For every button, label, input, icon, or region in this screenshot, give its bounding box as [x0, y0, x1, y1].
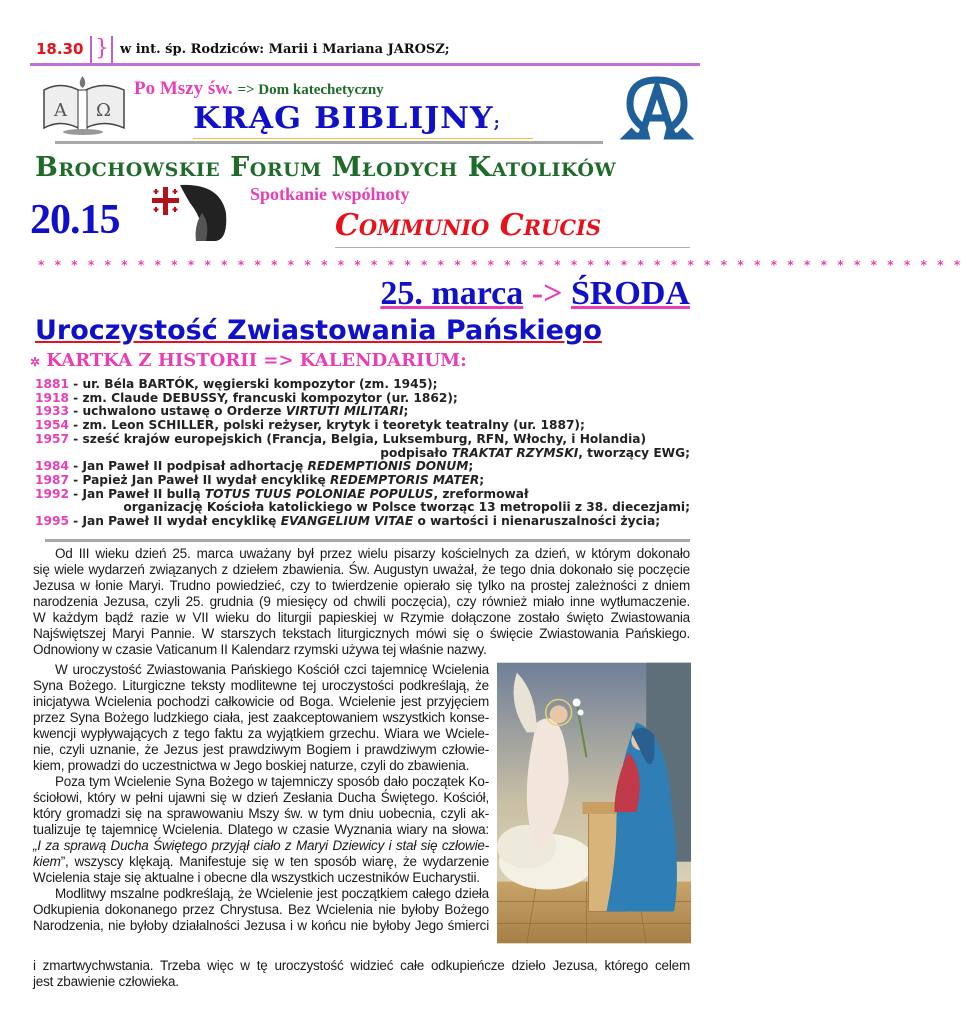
article-column — [33, 662, 489, 934]
year: 1992 — [35, 486, 69, 501]
jerusalem-cross-icon — [150, 183, 230, 243]
community-name: Communio Crucis — [335, 208, 602, 243]
text: ”, wszyscy klękają. Manifestuje się w ten sposób wiarę, że wydarzenie — [60, 854, 489, 869]
event: , zreformował — [433, 486, 529, 501]
event: - Jan Paweł II podpisał adhortację — [68, 459, 308, 474]
text-line: ściołowi, który w pełni ujawni się w dzień Zesłania Ducha Świętego. Kościół, — [33, 790, 489, 805]
text-line: Jezusa w łonie Maryi. Trudno powiedzieć, czy to twierdzenie opierało się tylko na prostej zależności z dniem — [33, 578, 690, 593]
event: ; — [468, 459, 474, 474]
year: 1987 — [35, 472, 69, 487]
meeting-time: 20.15 — [30, 197, 120, 243]
event-emphasis: REDEMPTIONIS DONUM — [307, 459, 469, 474]
quote-end: kiem — [33, 854, 61, 869]
bullet-icon: ✲ — [30, 355, 41, 369]
arrow-icon: -> — [531, 275, 563, 312]
event: ; — [479, 472, 485, 487]
text-line: kiem, prowadzi do uczestnictwa w Jego boskiej naturze, czyli do zbawienia. — [33, 758, 470, 773]
text-line: który gromadzi się na sprawowaniu Mszy św. w tym dniu uobecnia, czyli ak- — [33, 806, 489, 821]
event-emphasis: TRAKTAT RZYMSKI — [451, 445, 579, 460]
alpha-omega-icon — [622, 72, 692, 138]
text-line: jest zbawienie człowieka. — [33, 974, 179, 989]
event: - Jan Paweł II wydał encyklikę — [68, 514, 281, 529]
list-item — [35, 460, 690, 474]
event: - Papież Jan Paweł II wydał encyklikę — [68, 472, 331, 487]
text-line: Najświętszej Maryi Pannie. W starszych tekstach liturgicznych mówi się o święcie Zwiastowania Pańskiego. — [33, 626, 690, 641]
year: 1954 — [35, 418, 69, 433]
text-line: Odkupienia dokonanego przez Chrystusa. Bez Wcielenia nie byłoby Bożego — [33, 902, 489, 917]
event-emphasis: VIRTUTI MILITARI — [285, 404, 404, 419]
svg-text:A: A — [54, 100, 67, 121]
text-line: W każdym bądź razie w VII wieku do liturgii papieskiej w Rzymie dołączone zostało święto Zwiastowania — [33, 610, 690, 625]
title-punctuation: ; — [493, 113, 501, 132]
weekday: ŚRODA — [570, 275, 690, 312]
text-line: „I za sprawą Ducha Świętego przyjął ciało z Maryi Dziewicy i stał się człowie- — [33, 838, 489, 853]
year: 1995 — [35, 514, 69, 529]
date: 25. marca — [380, 275, 524, 312]
year: 1957 — [35, 431, 69, 446]
bible-circle-title-text: KRĄG BIBLIJNY — [193, 101, 494, 136]
list-item — [35, 515, 690, 529]
place-label: => Dom katechetyczny — [237, 82, 384, 98]
text-line: tualizuje tę tajemnicę Wcielenia. Dlatego w czasie Wyznania wiary na słowa: — [33, 822, 489, 837]
divider — [55, 141, 603, 144]
date-heading — [380, 275, 690, 313]
text-line: przez Syna Bożego ludzkiego ciała, jest zaakceptowaniem wszystkich konse- — [33, 710, 489, 725]
divider — [335, 247, 690, 248]
list-item — [35, 433, 690, 460]
text-line: Narodzenia, nie byłoby działalności Jezusa i w końcu nie byłoby Jego śmierci — [33, 918, 489, 933]
text-line: się wiele wydarzeń związanych z dziełem zbawienia. Św. Augustyn uważał, że tego dnia dokonało się poczęcie — [33, 562, 690, 577]
forum-title: Brochowskie Forum Młodych Katolików — [35, 152, 617, 183]
event: , tworzący EWG; — [578, 445, 690, 460]
svg-text:Ω: Ω — [96, 100, 111, 121]
text-line: Od III wieku dzień 25. marca uważany był przez wielu pisarzy kościelnych za dzień, w którym dokonało — [55, 546, 690, 561]
text-line: kwencji wypływających z tego faktu za wyjątkiem grzechu. Wiara we Wciele- — [33, 726, 489, 741]
text-line: W uroczystość Zwiastowania Pańskiego Kościół czci tajemnicę Wcielenia — [55, 662, 489, 677]
bible-candle-logo-icon — [40, 72, 128, 136]
event: - uchwalono ustawę o Orderze — [68, 404, 286, 419]
feast-title: Uroczystość Zwiastowania Pańskiego — [35, 315, 602, 346]
divider — [111, 36, 113, 64]
event: - zm. Leon SCHILLER, polski reżyser, krytyk i teoretyk teatralny (ur. 1887); — [68, 418, 585, 433]
text-line: Modlitwy mszalne podkreślają, że Wcielenie jest początkiem całego dzieła — [55, 886, 489, 901]
year: 1881 — [35, 377, 69, 391]
text-line: i zmartwychwstania. Trzeba więc w tę uroczystość widzieć całe odkupieńcze dzieło Jezusa, którego celem — [33, 958, 690, 973]
text-line: narodzenia Jezusa, czyli 25. grudnia (9 miesięcy od chwili poczęcia), czy również miało inne wytłumaczenie. — [33, 594, 690, 609]
event-continuation: organizację Kościoła katolickiego w Polsce tworząc 13 metropolii z 38. diecezjami; — [123, 500, 690, 515]
text-line: Syna Bożego. Liturgiczne teksty modlitewne tej uroczystości podkreślają, że — [33, 678, 489, 693]
list-item — [35, 392, 690, 406]
brace-icon: } — [95, 36, 109, 61]
text-line: nie, czyli uznanie, że Jezus jest prawdziwym Bogiem i prawdziwym człowie- — [33, 742, 489, 757]
year: 1984 — [35, 459, 69, 474]
event-emphasis: REDEMPTORIS MATER — [330, 472, 480, 487]
article-paragraph — [33, 546, 690, 658]
event-continuation — [35, 447, 690, 461]
list-item — [35, 474, 690, 488]
article-paragraph-end — [33, 958, 690, 990]
history-heading — [30, 350, 467, 371]
event: - zm. Claude DEBUSSY, francuski kompozytor (ur. 1862); — [68, 390, 458, 405]
divider — [45, 539, 690, 542]
text-line: Odnowiony w czasie Vaticanum II Kalendarz rzymski używa tej właśnie nazwy. — [33, 642, 487, 657]
list-item — [35, 419, 690, 433]
event: - sześć krajów europejskich (Francja, Belgia, Luksemburg, RFN, Włochy, i Holandia) — [68, 431, 647, 446]
text-line: Wcielenia staje się aktualne i obecne dla wszystkich uczestników Eucharystii. — [33, 870, 480, 885]
star-separator: * * * * * * * * * * * * * * * * * * * * * * * * * * * * * * * * * * * * * * * * * * * * * * * * * * * * * * * * — [38, 258, 963, 272]
text-line: Poza tym Wcielenie Syna Bożego w tajemniczy sposób dało początek Ko- — [55, 774, 489, 789]
text-line — [33, 854, 489, 870]
divider — [90, 36, 92, 64]
meeting-subtitle: Spotkanie wspólnoty — [250, 184, 410, 204]
year: 1933 — [35, 404, 69, 419]
event: podpisało — [380, 445, 452, 460]
event-emphasis: TOTUS TUUS POLONIAE POPULUS — [204, 486, 434, 501]
event: - ur. Béla BARTÓK, węgierski kompozytor (zm. 1945); — [68, 377, 438, 391]
list-item — [35, 488, 690, 515]
bible-circle-title — [193, 101, 501, 136]
history-list — [35, 378, 690, 529]
event-emphasis: EVANGELIUM VITAE — [280, 514, 414, 529]
after-mass-label: Po Mszy św. — [134, 78, 233, 99]
annunciation-image — [497, 662, 691, 944]
mass-intention: w int. śp. Rodziców: Marii i Mariana JAROSZ; — [120, 42, 450, 57]
history-heading-text: KARTKA Z HISTORII => KALENDARIUM: — [46, 350, 467, 371]
after-mass-note — [134, 78, 384, 100]
year: 1918 — [35, 390, 69, 405]
divider — [30, 63, 700, 66]
mass-time: 18.30 — [36, 40, 84, 58]
list-item — [35, 405, 690, 419]
event: o wartości i nienaruszalności życia; — [413, 514, 661, 529]
text-line: inicjatywa Wcielenia pochodzi całkowicie od Boga. Wcielenie jest przyjęciem — [33, 694, 489, 709]
event: ; — [403, 404, 409, 419]
list-item — [35, 378, 690, 392]
divider — [193, 138, 533, 139]
event: - Jan Paweł II bullą — [68, 486, 205, 501]
